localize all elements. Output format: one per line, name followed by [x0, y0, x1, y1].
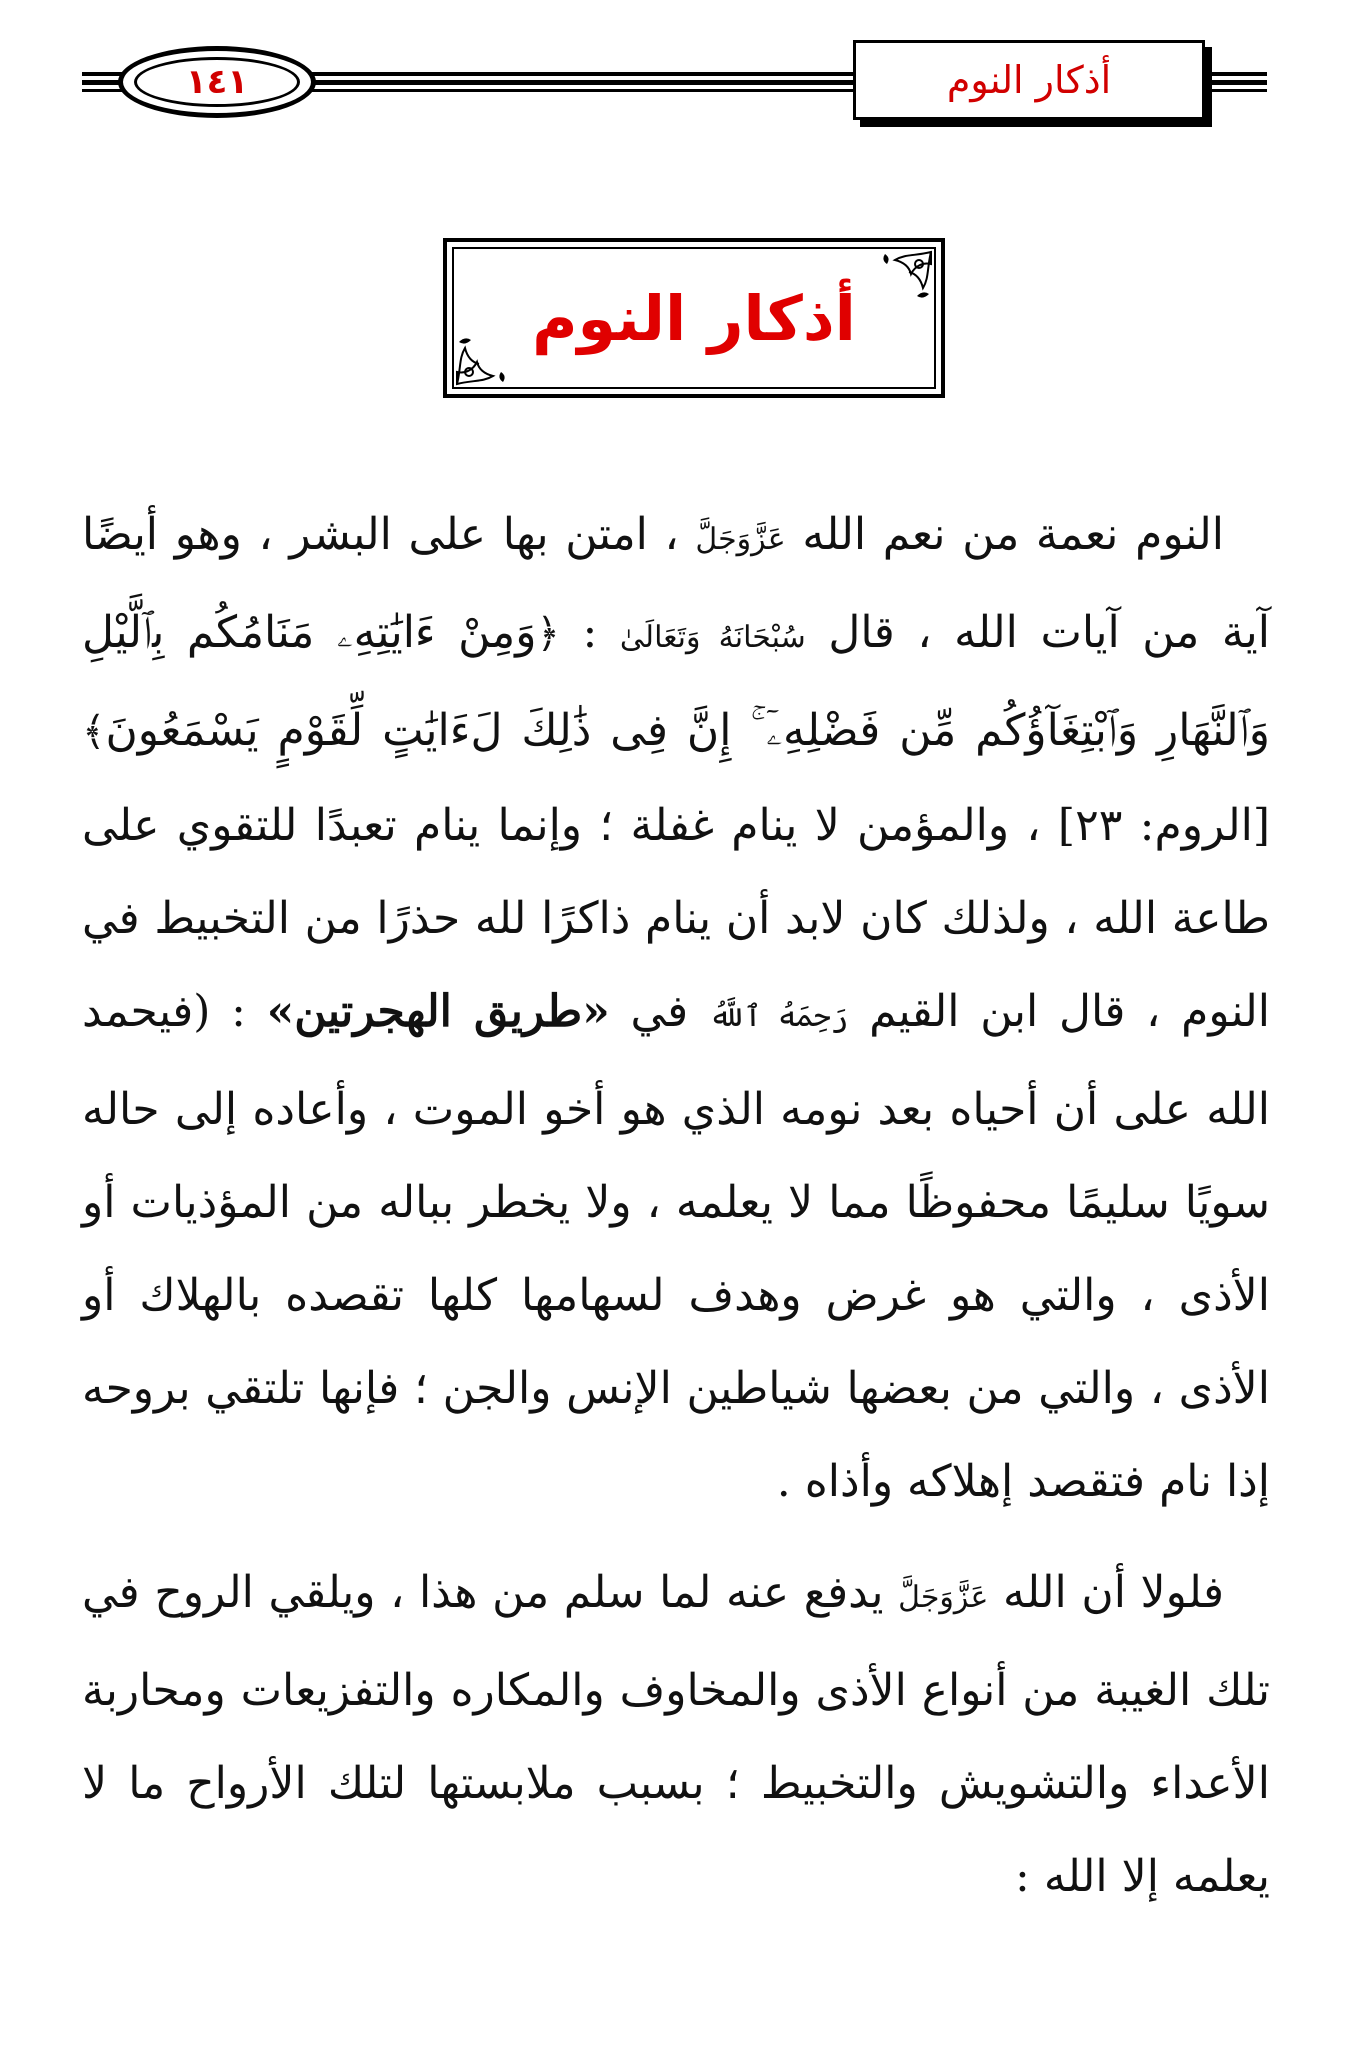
book-title: «طريق الهجرتين» — [266, 986, 610, 1037]
honorific-glyph: رَحِمَهُ ٱللَّهُ — [708, 999, 849, 1034]
text-run: في — [630, 986, 689, 1037]
text-run: فلولا أن الله — [1002, 1567, 1224, 1618]
honorific-glyph: سُبْحَانَهُ وَتَعَالَىٰ — [619, 620, 806, 655]
text-run: ، امتن بها على البشر ، وهو أيضًا آية من آيات الله ، قال — [82, 509, 1270, 658]
quran-open-bracket: ﴿ — [536, 611, 560, 657]
quran-verse: وَمِنْ ءَايَٰتِهِۦ مَنَامُكُم بِٱلَّيْلِ وَٱلنَّهَارِ وَٱبْتِغَآؤُكُم مِّن فَضْلِهِۦٓ ۚ إِنَّ فِى ذَٰلِكَ لَءَايَٰتٍ لِّقَوْمٍ يَسْمَعُونَ — [82, 607, 1270, 756]
quran-close-bracket: ﴾ — [82, 709, 106, 755]
text-run: : — [582, 607, 598, 658]
text-run: النوم نعمة من نعم الله — [802, 509, 1224, 560]
text-run: يدفع عنه لما سلم من هذا ، ويلقي الروح في تلك الغيبة من أنواع الأذى والمخاوف والمكاره والتفزيعات ومحاربة الأعداء والتشويش والتخبيط ؛ بسبب ملابستها لتلك الأرواح ما لا يعلمه إلا الله : — [82, 1567, 1270, 1902]
page-number: ١٤١ — [134, 57, 300, 107]
page-header — [0, 0, 1356, 140]
chapter-title-frame — [443, 238, 945, 398]
chapter-title: أذكار النوم — [532, 281, 856, 355]
page-number-badge — [118, 46, 316, 118]
paragraph-1 — [82, 488, 1270, 1528]
honorific-glyph: عَزَّوَجَلَّ — [898, 1580, 989, 1615]
text-run: ، والمؤمن لا ينام غفلة ؛ وإنما ينام تعبدًا للتقوي على طاعة الله ، ولذلك كان لابد أن ينام ذاكرًا لله حذرًا من التخبيط في النوم ، قال ابن القيم — [82, 800, 1270, 1037]
paragraph-2 — [82, 1546, 1270, 1923]
honorific-glyph: عَزَّوَجَلَّ — [695, 522, 786, 557]
page-body — [82, 488, 1270, 1923]
running-title: أذكار النوم — [853, 40, 1205, 120]
text-run: : (فيحمد الله على أن أحياه بعد نومه الذي هو أخو الموت ، وأعاده إلى حاله سويًا سليمًا محفوظًا مما لا يعلمه ، ولا يخطر بباله من المؤذيات أو الأذى ، والتي هو غرض وهدف لسهامها كلها تقصده بالهلاك أو الأذى ، والتي من بعضها شياطين الإنس والجن ؛ فإنها تلتقي بروحه إذا نام فتقصد إهلاكه وأذاه . — [82, 986, 1270, 1507]
verse-reference: [الروم: ٢٣] — [1057, 800, 1271, 851]
